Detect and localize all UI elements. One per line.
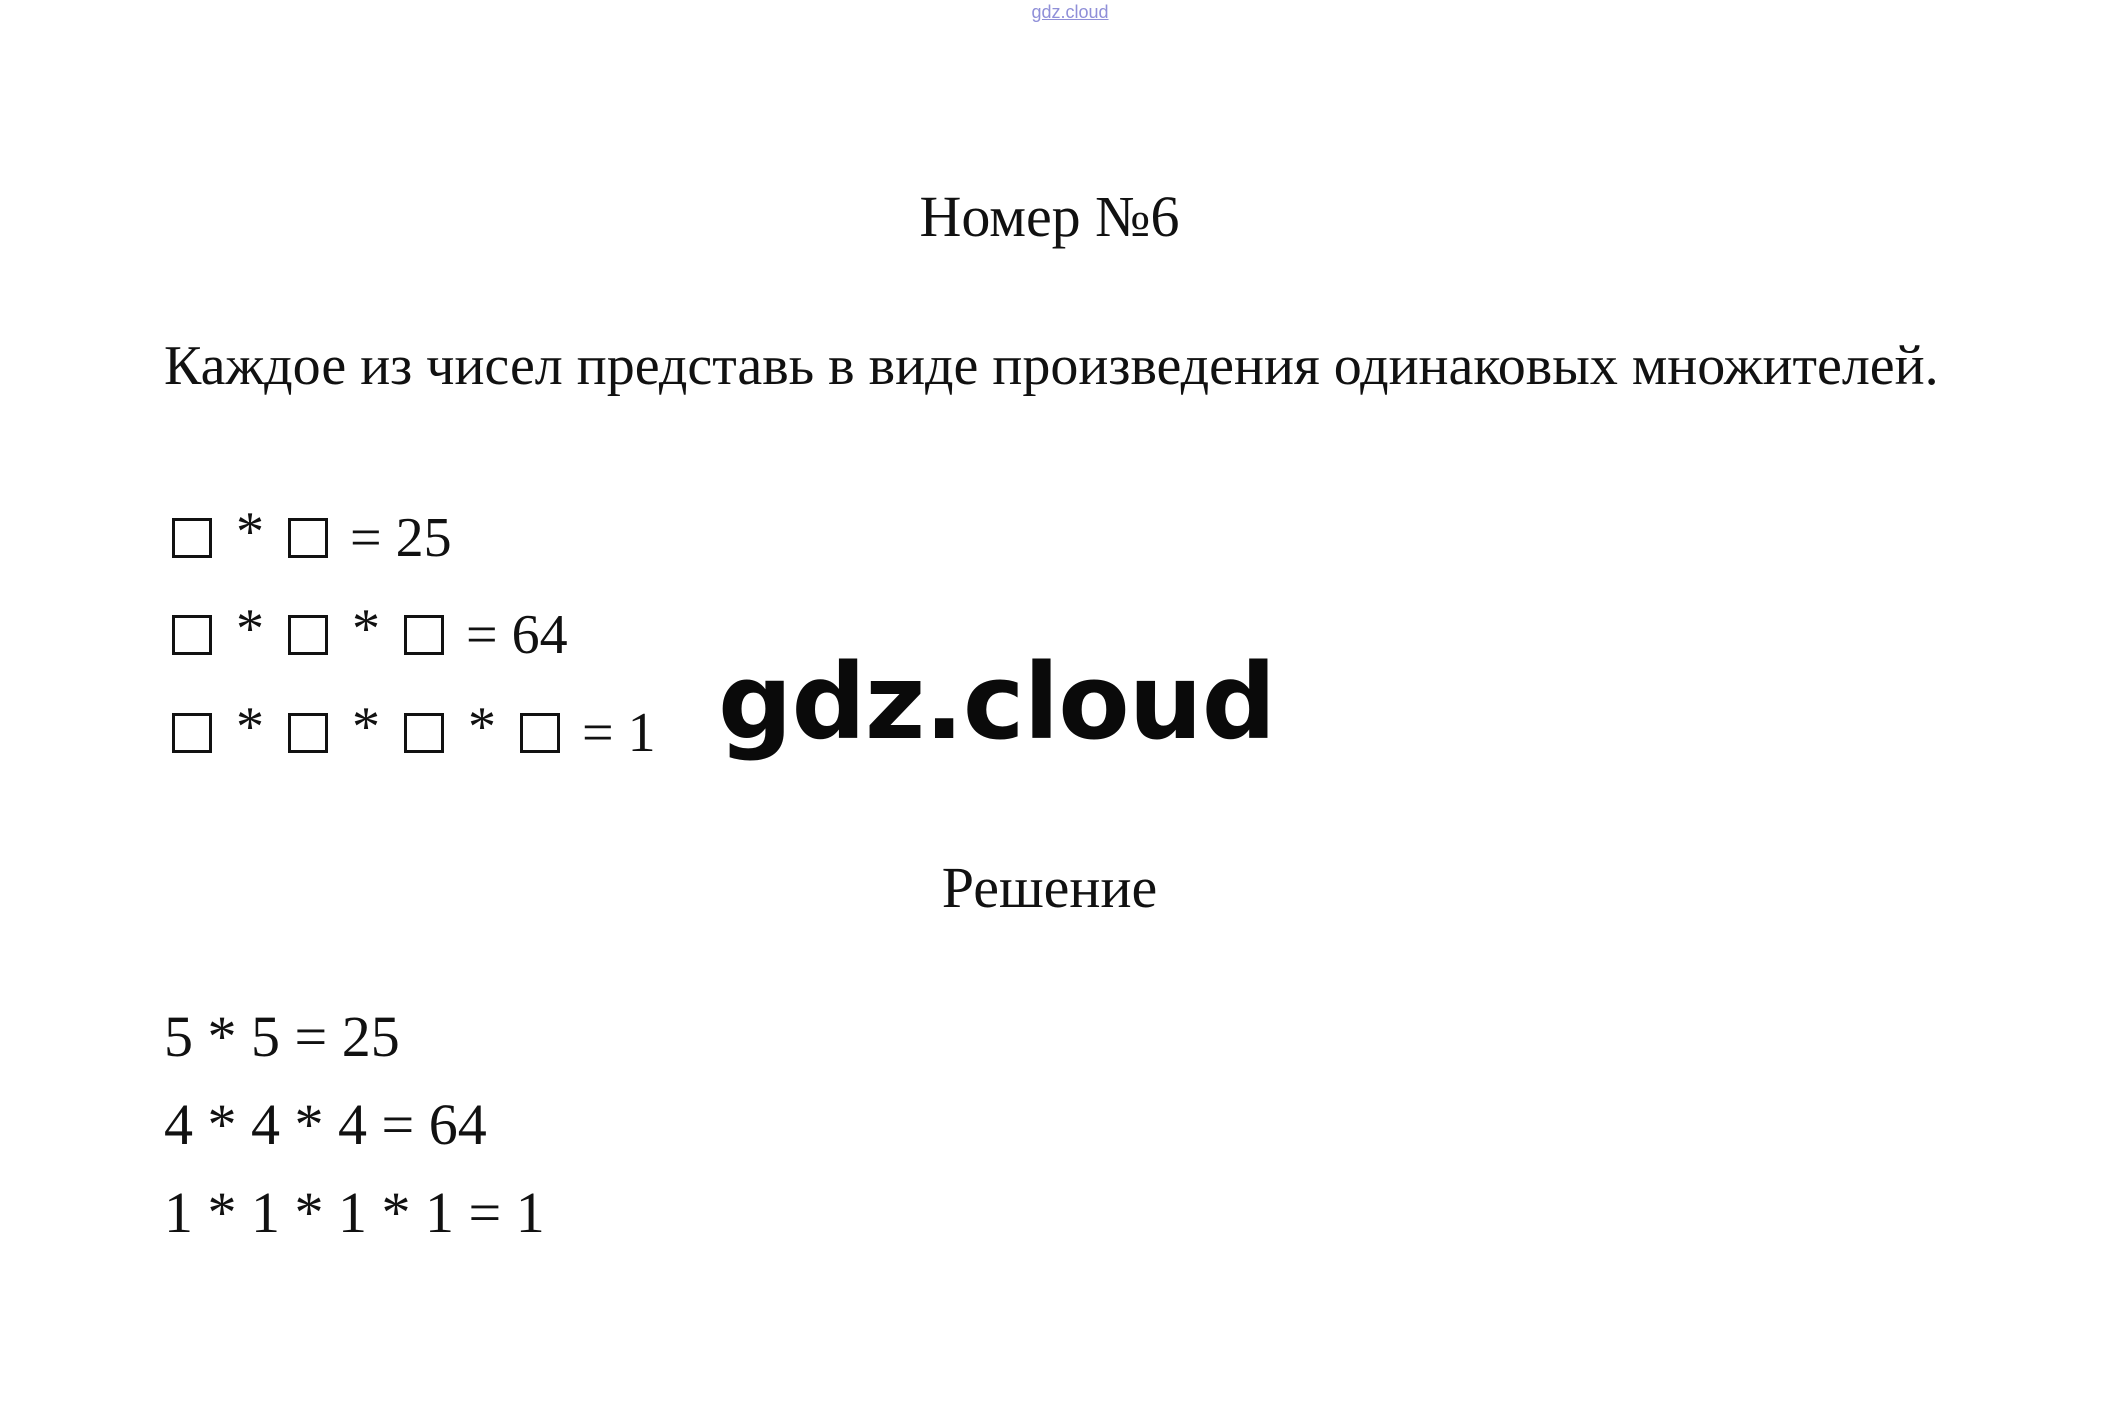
equation-result: = 25 bbox=[350, 507, 452, 569]
multiplication-sign: * bbox=[236, 696, 264, 758]
empty-answer-box bbox=[288, 615, 328, 655]
empty-answer-box bbox=[404, 615, 444, 655]
empty-answer-box bbox=[288, 518, 328, 558]
empty-answer-box bbox=[288, 713, 328, 753]
solution-line: 4 * 4 * 4 = 64 bbox=[164, 1092, 487, 1157]
empty-answer-box bbox=[172, 713, 212, 753]
equation-blank-2 bbox=[164, 600, 568, 670]
equation-blank-3 bbox=[164, 698, 656, 768]
task-text: Каждое из чисел представь в виде произведения одинаковых множителей. bbox=[164, 335, 1939, 397]
multiplication-sign: * bbox=[352, 598, 380, 660]
multiplication-sign: * bbox=[236, 501, 264, 563]
equation-blank-1 bbox=[164, 503, 452, 573]
multiplication-sign: * bbox=[236, 598, 264, 660]
equation-result: = 64 bbox=[466, 604, 568, 666]
site-watermark: gdz.cloud bbox=[718, 641, 1276, 763]
solution-line: 5 * 5 = 25 bbox=[164, 1004, 400, 1069]
multiplication-sign: * bbox=[468, 696, 496, 758]
empty-answer-box bbox=[172, 615, 212, 655]
empty-answer-box bbox=[520, 713, 560, 753]
solution-heading: Решение bbox=[941, 855, 1158, 920]
solution-line: 1 * 1 * 1 * 1 = 1 bbox=[164, 1180, 545, 1245]
page-title: Номер №6 bbox=[919, 184, 1180, 249]
multiplication-sign: * bbox=[352, 696, 380, 758]
equation-result: = 1 bbox=[582, 702, 656, 764]
empty-answer-box bbox=[172, 518, 212, 558]
empty-answer-box bbox=[404, 713, 444, 753]
header-watermark: gdz.cloud bbox=[1031, 2, 1109, 22]
